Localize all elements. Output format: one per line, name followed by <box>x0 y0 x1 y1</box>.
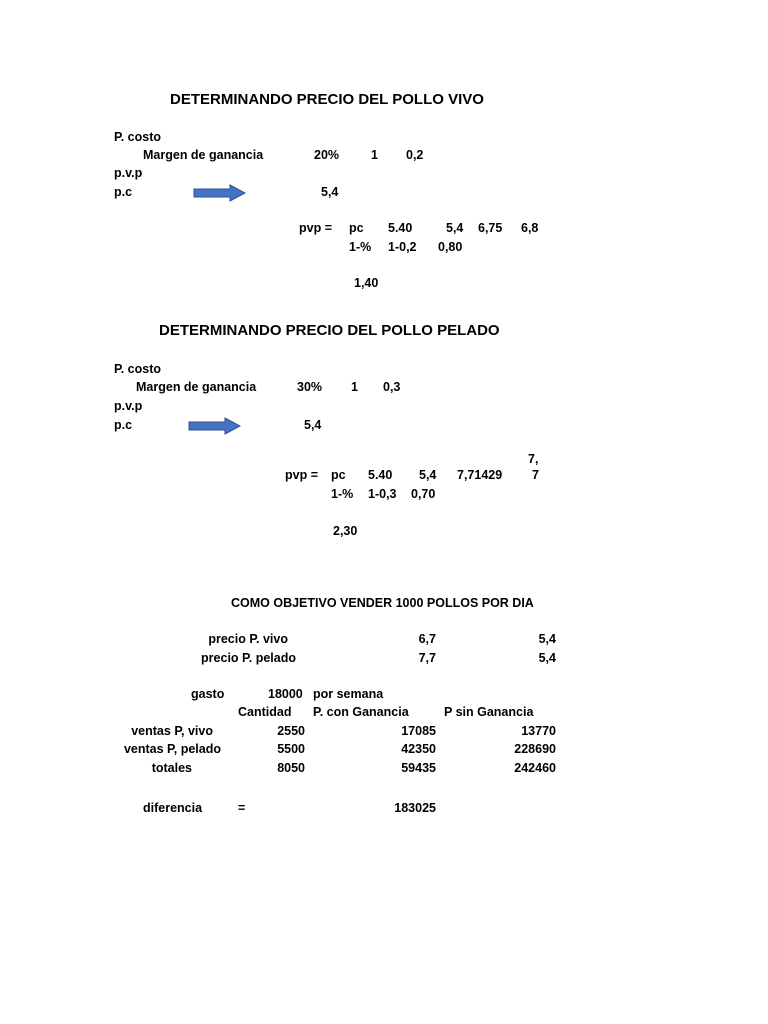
precio-con: 6,7 <box>418 632 436 646</box>
row-sin: 242460 <box>514 761 556 775</box>
row-con: 59435 <box>401 761 436 775</box>
formula-value-2: 5,4 <box>446 221 464 235</box>
formula-den-expr: 1-0,3 <box>368 487 397 501</box>
formula-value-2: 5,4 <box>419 468 437 482</box>
header-con-ganancia: P. con Ganancia <box>313 705 409 719</box>
precio-label: precio P. vivo <box>208 632 288 646</box>
row-con: 42350 <box>401 742 436 756</box>
formula-rounded-line1: 7, <box>528 452 539 466</box>
margen-decimal: 0,2 <box>406 148 424 162</box>
pvp-label: p.v.p <box>114 399 143 413</box>
header-sin-ganancia: P sin Ganancia <box>444 705 534 719</box>
formula-value: 5.40 <box>368 468 393 482</box>
formula-den-label: 1-% <box>331 487 354 501</box>
formula-rounded: 6,8 <box>521 221 539 235</box>
gasto-value: 18000 <box>268 687 303 701</box>
formula-value: 5.40 <box>388 221 413 235</box>
row-sin: 13770 <box>521 724 556 738</box>
formula-den-expr: 1-0,2 <box>388 240 417 254</box>
margen-percent: 20% <box>314 148 340 162</box>
precio-sin: 5,4 <box>538 651 556 665</box>
margen-one: 1 <box>371 148 378 162</box>
ganancia-value: 2,30 <box>333 524 358 538</box>
right-arrow-icon <box>188 417 242 435</box>
section-title-vivo: DETERMINANDO PRECIO DEL POLLO VIVO <box>170 91 484 108</box>
pc-label: p.c <box>114 185 133 199</box>
row-cantidad: 5500 <box>277 742 305 756</box>
pc-value: 5,4 <box>321 185 339 199</box>
row-label: ventas P, pelado <box>123 742 221 756</box>
margen-one: 1 <box>351 380 358 394</box>
p-costo-label: P. costo <box>114 362 162 376</box>
margen-label: Margen de ganancia <box>136 380 257 394</box>
precio-con: 7,7 <box>418 651 436 665</box>
formula-result: 6,75 <box>478 221 503 235</box>
formula-result: 7,71429 <box>457 468 503 482</box>
ganancia-value: 1,40 <box>354 276 379 290</box>
gasto-period: por semana <box>313 687 384 701</box>
p-costo-label: P. costo <box>114 130 162 144</box>
row-cantidad: 8050 <box>277 761 305 775</box>
objetivo-title: COMO OBJETIVO VENDER 1000 POLLOS POR DIA <box>231 596 534 610</box>
formula-den-label: 1-% <box>349 240 372 254</box>
formula-pc: pc <box>331 468 346 482</box>
pvp-equals: pvp = <box>285 468 318 482</box>
diferencia-value: 183025 <box>394 801 436 815</box>
pvp-equals: pvp = <box>299 221 332 235</box>
pc-label: p.c <box>114 418 133 432</box>
row-label: ventas P, vivo <box>131 724 213 738</box>
gasto-label: gasto <box>191 687 225 701</box>
margen-label: Margen de ganancia <box>143 148 264 162</box>
margen-decimal: 0,3 <box>383 380 401 394</box>
header-cantidad: Cantidad <box>238 705 292 719</box>
diferencia-label: diferencia <box>143 801 203 815</box>
formula-den-value: 0,70 <box>411 487 436 501</box>
margen-percent: 30% <box>297 380 323 394</box>
precio-label: precio P. pelado <box>201 651 296 665</box>
row-label: totales <box>151 761 192 775</box>
right-arrow-icon <box>193 184 247 202</box>
precio-sin: 5,4 <box>538 632 556 646</box>
diferencia-equals: = <box>238 801 246 815</box>
row-sin: 228690 <box>514 742 556 756</box>
formula-rounded-line2: 7 <box>532 468 539 482</box>
formula-den-value: 0,80 <box>438 240 463 254</box>
row-cantidad: 2550 <box>277 724 305 738</box>
section-title-pelado: DETERMINANDO PRECIO DEL POLLO PELADO <box>159 322 500 339</box>
formula-pc: pc <box>349 221 364 235</box>
row-con: 17085 <box>401 724 436 738</box>
pvp-label: p.v.p <box>114 166 143 180</box>
pc-value: 5,4 <box>304 418 322 432</box>
